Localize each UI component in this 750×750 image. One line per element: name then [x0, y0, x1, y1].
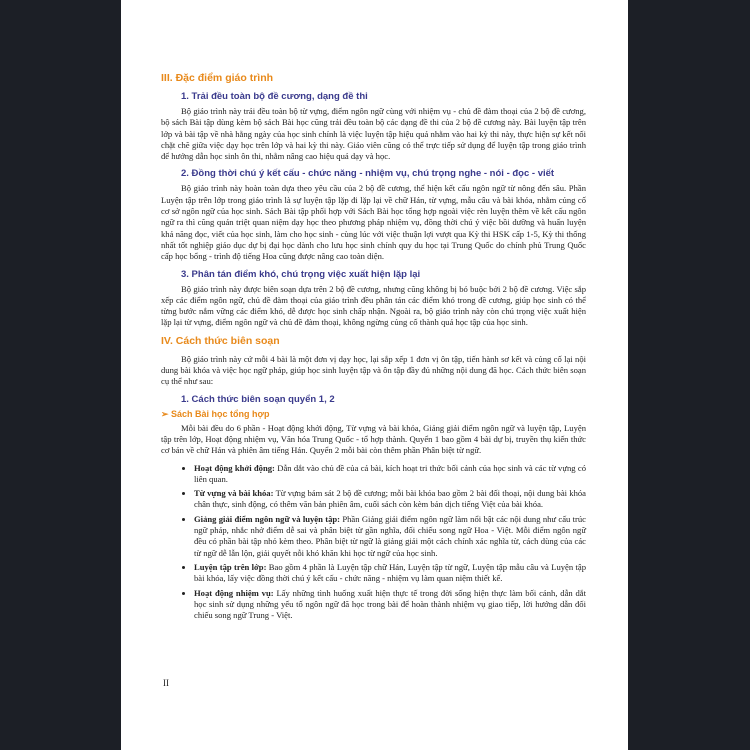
paragraph: Bộ giáo trình này cứ mỗi 4 bài là một đơn vị dạy học, lại sắp xếp 1 đơn vị ôn tập, tiến hành sơ kết và củng cố lại nội dung bài khóa và việc học ngữ pháp, giúp học sinh luyện tập và ôn tập đầy đủ những nội dung đã học. Cách thức biên soạn cụ thể như sau:	[161, 353, 586, 387]
document-page	[121, 0, 628, 750]
list-item-desc: Dẫn dắt vào chủ đề của cả bài, kích hoạt tri thức bối cảnh của học sinh và các từ vựng có liên quan.	[194, 462, 586, 484]
list-item-term: Từ vựng và bài khóa:	[194, 488, 274, 499]
list-item-desc: Lấy những tình huống xuất hiện thực tế trong đời sống hiện thực làm bối cảnh, dẫn dắt học sinh sử dụng những yếu tố ngôn ngữ đã học trong bài để hoàn thành nhiệm vụ giao tiếp, lời hướng dẫn đối chiếu song ngữ Trung - Việt.	[194, 587, 587, 621]
list-item	[194, 514, 586, 559]
page-content	[161, 72, 586, 624]
paragraph: Mỗi bài đều do 6 phần - Hoạt động khởi động, Từ vựng và bài khóa, Giảng giải điểm ngôn ngữ và luyện tập, Luyện tập trên lớp, Hoạt động nhiệm vụ, Văn hóa Trung Quốc - tổ hợp thành. Quyển 1 bao gồm 4 bài dự bị, truyền thụ kiến thức cơ bản về chữ Hán và phiên âm tiếng Hán. Quyển 2 mỗi bài còn thêm phần Phân biệt từ ngữ.	[161, 422, 586, 456]
list-item	[194, 463, 586, 486]
section-heading: III. Đặc điểm giáo trình	[161, 72, 274, 84]
feature-list	[161, 463, 586, 622]
book-heading: ➢ Sách Bài học tổng hợp	[161, 408, 270, 419]
subsection-heading: 2. Đồng thời chú ý kết cấu - chức năng - nhiệm vụ, chú trọng nghe - nói - đọc - viết	[181, 168, 555, 180]
list-item	[194, 488, 586, 511]
subsection-heading: 1. Cách thức biên soạn quyển 1, 2	[181, 393, 335, 405]
paragraph: Bộ giáo trình này trải đều toàn bộ từ vựng, điểm ngôn ngữ cùng với nhiệm vụ - chủ đề đàm thoại của 2 bộ đề cương, bộ sách Bài tập dùng kèm bộ sách Bài học cũng trải đều toàn bộ các dạng đề thi của 2 bộ đề cương này. Bài luyện tập trên lớp và bài tập về nhà hằng ngày của học sinh chính là việc luyện tập hiệu quả nhằm vào hai kỳ thi này, thực hiện sự kết nối chặt chẽ giữa việc dạy học trên lớp và hai kỳ thi này. Giáo viên cũng có thể trực tiếp sử dụng để luyện tập trong giáo trình để hướng dẫn học sinh ôn thi, nhằm nâng cao hiệu quả dạy và học.	[161, 106, 586, 162]
list-item-term: Luyện tập trên lớp:	[194, 561, 267, 572]
subsection-heading: 3. Phân tán điểm khó, chú trọng việc xuất hiện lặp lại	[181, 268, 421, 280]
list-item-desc: Từ vựng bám sát 2 bộ đề cương; mỗi bài khóa bao gồm 2 bài đối thoại, nội dung bài khóa chân thực, sinh động, có thêm văn bản phiên âm, cuối sách còn kèm bản dịch tiếng Việt của bài khóa.	[194, 488, 586, 510]
list-item	[194, 562, 586, 585]
list-item-desc: Phần Giảng giải điểm ngôn ngữ làm nổi bật các nội dung như cấu trúc ngữ pháp, nhắc nhở điểm dễ sai và phân biệt từ gần nghĩa, đối chiếu song ngữ Hoa - Việt. Mỗi điểm ngôn ngữ đều có phần bài tập nhỏ kèm theo. Phân biệt từ ngữ là giảng giải một cách chính xác nghĩa từ, cách dùng của các từ ngữ dễ lẫn lộn, giải quyết nỗi khó khăn khi học từ ngữ của học sinh.	[194, 513, 586, 558]
subsection-heading: 1. Trải đều toàn bộ đề cương, dạng đề thi	[181, 91, 368, 102]
paragraph: Bộ giáo trình này hoàn toàn dựa theo yêu cầu của 2 bộ đề cương, thể hiện kết cấu ngôn ngữ từ nông đến sâu. Phần Luyện tập trên lớp trong giáo trình là sự luyện tập lặp đi lặp lại về chữ Hán, từ vựng, mẫu câu và bài khóa, nhằm củng cố cơ sở ngôn ngữ của học sinh. Sách Bài tập phối hợp với Sách Bài học tổng hợp ngoài việc rèn luyện thêm về kết cấu ngôn ngữ ra thì cũng quán triệt quan niệm dạy học theo phương pháp nhiệm vụ, đồng thời chú ý việc bồi dưỡng và huấn luyện khả năng đọc, viết của học sinh, làm cho học sinh - cùng lúc với việc thuận lợi vượt qua Kỳ thi HSK cấp 1-5, Kỳ thi thống nhất tốt nghiệp giáo dục dự bị đại học dành cho lưu học sinh chính quy du học tại Trung Quốc do chính phủ Trung Quốc cấp học bổng - trình độ tiếng Hoa cũng được nâng cao toàn diện.	[161, 183, 586, 262]
list-item-desc: Bao gồm 4 phần là Luyện tập chữ Hán, Luyện tập từ ngữ, Luyện tập mẫu câu và Luyện tập bài khóa, lấy việc đồng thời chú ý kết cấu - chức năng - nhiệm vụ làm quan niệm thiết kế.	[194, 561, 586, 584]
list-item-term: Hoạt động nhiệm vụ:	[194, 587, 274, 598]
section-heading: IV. Cách thức biên soạn	[161, 334, 280, 347]
paragraph: Bộ giáo trình này được biên soạn dựa trên 2 bộ đề cương, nhưng cũng không bị bó buộc bởi 2 bộ đề cương. Việc sắp xếp các điểm ngôn ngữ, chủ đề đàm thoại của giáo trình đều phân tán các điểm khó trong đề cương, giúp học sinh có thể từng bước nắm vững các điểm khó, dễ được học sinh chấp nhận. Ngoài ra, bộ giáo trình này còn chú trọng việc xuất hiện lặp lại từ vựng, điểm ngôn ngữ và chủ đề đàm thoại, không ngừng củng cố thành quả học tập của học sinh.	[161, 283, 586, 328]
list-item-term: Hoạt động khởi động:	[194, 462, 275, 473]
list-item-term: Giảng giải điểm ngôn ngữ và luyện tập:	[194, 513, 341, 524]
list-item	[194, 588, 586, 622]
page-number: II	[163, 678, 169, 688]
